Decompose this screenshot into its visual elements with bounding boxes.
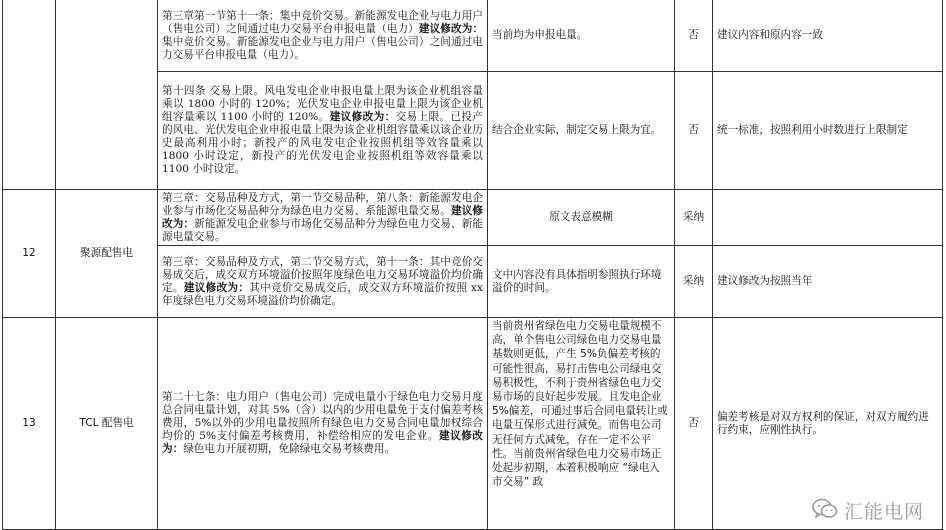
clause-suggestion-label: 建议修改为： — [329, 111, 396, 123]
table-row — [3, 190, 943, 246]
adopt-cell: 否 — [675, 72, 713, 190]
adopt-cell: 采纳 — [675, 246, 713, 318]
wechat-icon — [812, 498, 838, 524]
reason-cell: 文中内容没有具体指明参照执行环境溢价的时间。 — [488, 246, 675, 318]
reason-cell: 当前均为申报电量。 — [488, 0, 675, 72]
reason-cell: 结合企业实际，制定交易上限为宜。 — [488, 72, 675, 190]
clause-text: 第三章：交易品种及方式，第二节交易方式，第十一条：其中竞价交易成交后，成交双方环境溢价按照年度绿色电力交易环境溢价均价确定。 — [162, 255, 483, 294]
number-cell — [3, 0, 56, 190]
clause-text: 第三章第一节第十一条：集中竞价交易。新能源发电企业与电力用户（售电公司）之间通过电力交易平台申报电量（电力） — [162, 9, 483, 35]
reason-cell: 原文表意模糊 — [488, 190, 675, 246]
clause-suggestion-label: 建议修改为： — [162, 204, 484, 230]
clause-cell — [158, 72, 488, 190]
reason-cell: 当前贵州省绿色电力交易电量规模不高，单个售电公司绿色电力交易电量基数则更低，产生 5%负偏差考核的可能性很高，易打击售电公司绿电交易积极性，不利于贵州省绿色电力交易市场的良好起步发展。且发电企业 5%偏差，可通过事后合同电量转让或电量互保形式进行减免。而售电公司无任何方式减免，存在一定不公平性。当前贵州省绿色电力交易市场正处起步初期，本着积极响应 “绿电入市交易” 政 — [488, 318, 675, 530]
adopt-cell: 否 — [675, 0, 713, 72]
clause-suggestion-text: 绿色电力开展初期，免除绿电交易考核费用。 — [183, 443, 396, 455]
clause-cell — [158, 190, 488, 246]
clause-suggestion-text: 新能源发电企业参与市场化交易品种分为绿色电力交易、新能源电量交易。 — [162, 217, 484, 243]
clause-cell — [158, 0, 488, 72]
feedback-table — [2, 0, 943, 530]
adopt-cell: 采纳 — [675, 190, 713, 246]
reply-cell: 建议修改为按照当年 — [713, 246, 943, 318]
table-row — [3, 0, 943, 72]
reply-cell — [713, 190, 943, 246]
watermark-text: 汇能电网 — [843, 501, 924, 523]
reply-cell: 偏差考核是对双方权利的保证，对双方履约进行约束，应刚性执行。 — [713, 318, 943, 530]
org-cell — [56, 0, 158, 190]
clause-suggestion-label: 建议修改为： — [418, 22, 484, 35]
clause-cell — [158, 246, 488, 318]
clause-text: 第二十七条：电力用户（售电公司）完成电量小于绿色电力交易月度总合同电量计划，对其 5%（含）以内的少用电量免于支付偏差考核费用，5%以外的少用电量按照所有绿色电力交易合同电量加权综合均价的 5%支付偏差考核费用，补偿给相应的发电企业。 — [162, 391, 483, 442]
reply-cell: 统一标准，按照利用小时数进行上限制定 — [713, 72, 943, 190]
watermark — [812, 497, 924, 524]
clause-suggestion-text: 集中竞价交易。新能源发电企业与电力用户（售电公司）之间通过电力交易平台申报电量（电力）。 — [162, 35, 483, 61]
org-cell: TCL 配售电 — [56, 318, 158, 530]
clause-suggestion-text: 其中竞价交易成交后，成交双方环境溢价按照 xx 年度绿色电力交易环境溢价均价确定。 — [162, 281, 483, 307]
number-cell: 13 — [3, 318, 56, 530]
number-cell: 12 — [3, 190, 56, 318]
reply-cell: 建议内容和原内容一致 — [713, 0, 943, 72]
clause-suggestion-text: 交易上限。已投产的风电、光伏发电企业申报电量上限为该企业机组容量乘以该企业历史最高利用小时；新投产的风电发电企业按照机组等效容量乘以 1800 小时设定，新投产的光伏发电企业按照机组等效容量乘以 1100 小时设定。 — [162, 111, 484, 175]
clause-suggestion-label: 建议修改为： — [162, 430, 484, 455]
clause-text: 第十四条 交易上限。风电发电企业申报电量上限为该企业机组容量乘以 1800 小时的 120%；光伏发电企业申报电量上限为该企业机组容量乘以 1100 小时的 120%。 — [162, 85, 483, 123]
adopt-cell: 否 — [675, 318, 713, 530]
org-cell: 聚源配售电 — [56, 190, 158, 318]
clause-cell — [158, 318, 488, 530]
clause-text: 第三章：交易品种及方式，第一节交易品种，第八条：新能源发电企业参与市场化交易品种分为绿色电力交易、系能源电量交易。 — [162, 191, 483, 217]
clause-suggestion-label: 建议修改为： — [183, 281, 250, 294]
table-row — [3, 318, 943, 530]
